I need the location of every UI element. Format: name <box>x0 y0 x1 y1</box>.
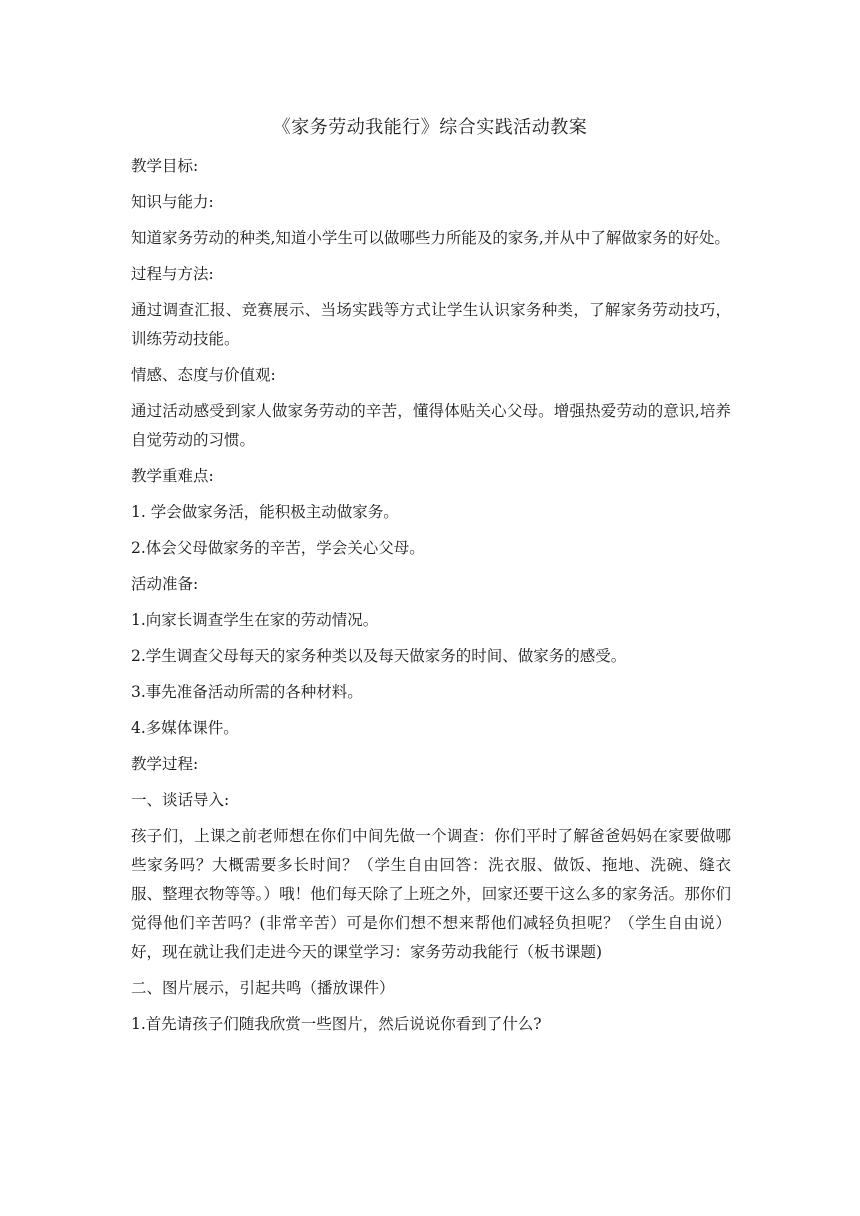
list-item-picture-1: 1.首先请孩子们随我欣赏一些图片，然后说说你看到了什么? <box>131 1015 542 1033</box>
list-item-difficulty-1: 1. 学会做家务活，能积极主动做家务。 <box>131 503 399 521</box>
paragraph-emotion-values: 通过活动感受到家人做家务劳动的辛苦，懂得体贴关心父母。增强热爱劳动的意识,培养自觉劳动的习惯。 <box>131 402 731 449</box>
heading-activity-preparation: 活动准备: <box>131 575 199 593</box>
heading-key-difficulties: 教学重难点: <box>131 467 214 485</box>
list-item-preparation-4: 4.多媒体课件。 <box>131 719 239 737</box>
paragraph-process-method: 通过调查汇报、竞赛展示、当场实践等方式让学生认识家务种类，了解家务劳动技巧，训练劳动技能。 <box>131 301 731 348</box>
paragraph-conversation-intro: 孩子们，上课之前老师想在你们中间先做一个调查：你们平时了解爸爸妈妈在家要做哪些家务吗？大概需要多长时间？（学生自由回答：洗衣服、做饭、拖地、洗碗、缝衣服、整理衣物等等。）哦！他们每天除了上班之外，回家还要干这么多的家务活。那你们觉得他们辛苦吗？(非常辛苦）可是你们想不想来帮他们减轻负担呢？（学生自由说）好，现在就让我们走进今天的课堂学习：家务劳动我能行（板书课题) <box>131 827 731 961</box>
heading-teaching-process: 教学过程: <box>131 755 199 773</box>
document-body <box>131 152 731 1046</box>
document-title: 《家务劳动我能行》综合实践活动教案 <box>272 117 588 138</box>
heading-knowledge-ability: 知识与能力: <box>131 193 214 211</box>
list-item-difficulty-2: 2.体会父母做家务的辛苦，学会关心父母。 <box>131 539 425 557</box>
heading-process-method: 过程与方法: <box>131 265 214 283</box>
heading-picture-display: 二、图片展示，引起共鸣（播放课件） <box>131 979 395 997</box>
list-item-preparation-1: 1.向家长调查学生在家的劳动情况。 <box>131 611 379 629</box>
list-item-preparation-3: 3.事先准备活动所需的各种材料。 <box>131 683 363 701</box>
heading-teaching-goals: 教学目标: <box>131 157 199 175</box>
paragraph-knowledge-ability: 知道家务劳动的种类,知道小学生可以做哪些力所能及的家务,并从中了解做家务的好处。 <box>131 229 730 247</box>
list-item-preparation-2: 2.学生调查父母每天的家务种类以及每天做家务的时间、做家务的感受。 <box>131 647 627 665</box>
heading-emotion-values: 情感、态度与价值观: <box>131 366 276 384</box>
heading-conversation-intro: 一、谈话导入: <box>131 791 230 809</box>
